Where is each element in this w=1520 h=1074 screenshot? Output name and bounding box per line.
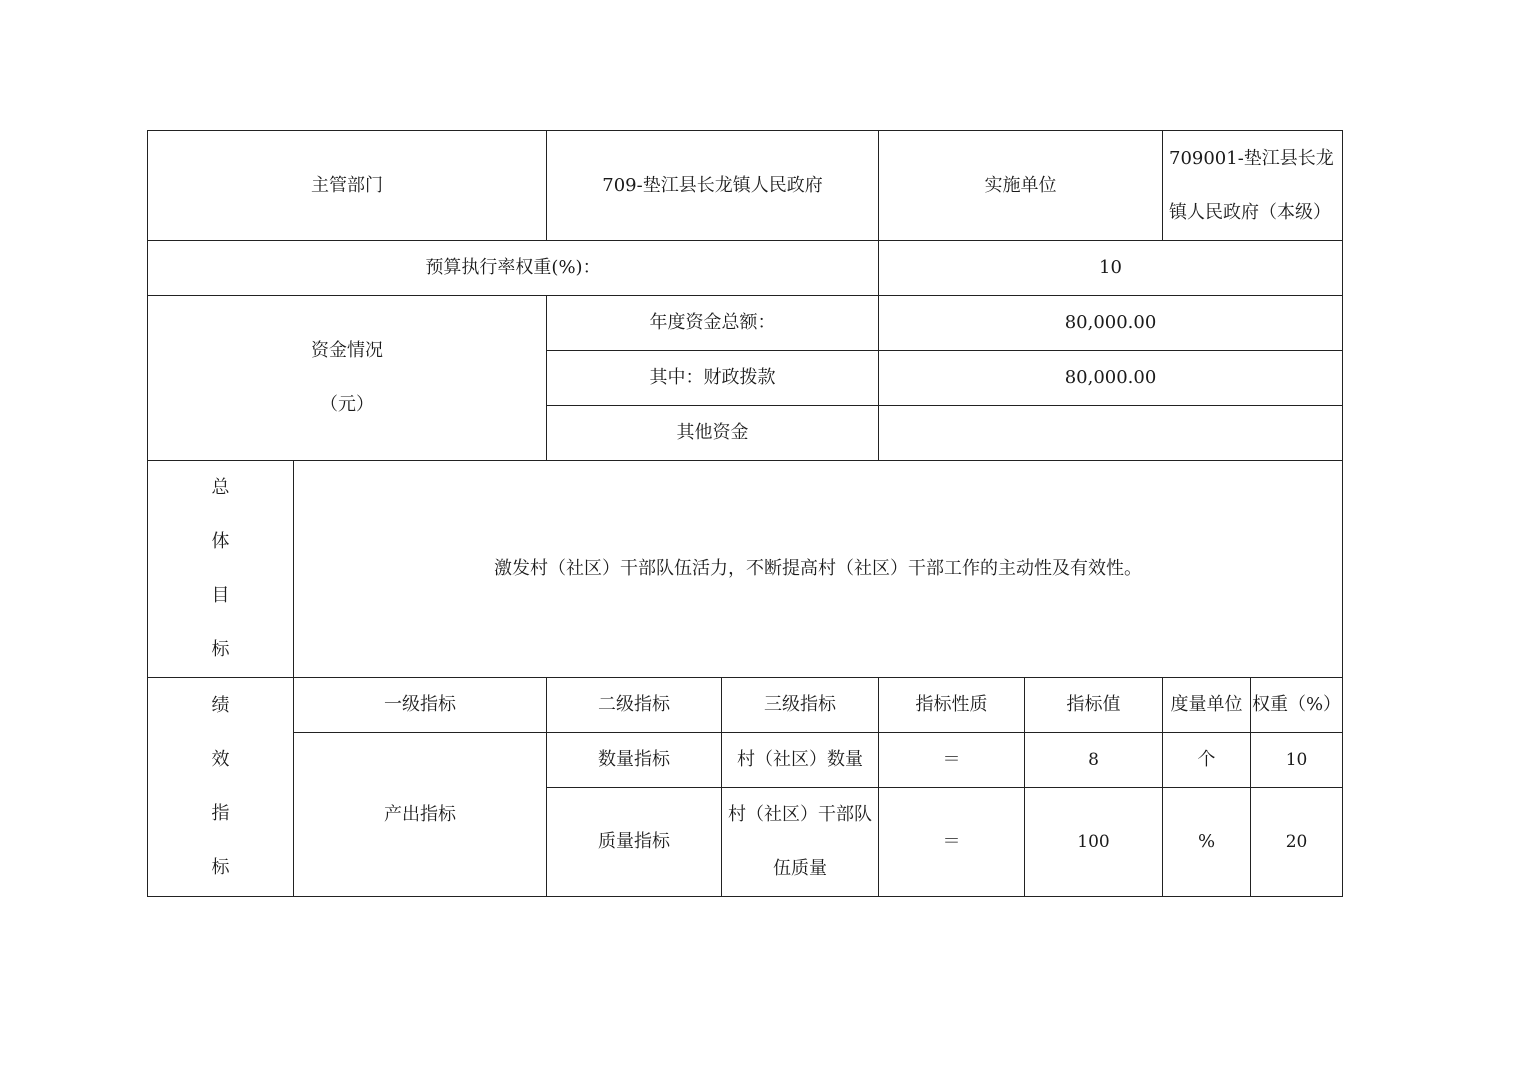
header-level3: 三级指标 [722, 678, 879, 733]
performance-label-char: 绩 [211, 695, 230, 716]
level3-cell: 村（社区）数量 [722, 733, 879, 788]
level3-line: 村（社区）干部队 [728, 804, 872, 825]
level2-cell: 数量指标 [547, 733, 722, 788]
goal-row [148, 461, 1343, 678]
header-weight: 权重（%） [1251, 678, 1343, 733]
level2-cell: 质量指标 [547, 788, 722, 897]
goal-label-char: 体 [211, 531, 230, 552]
value-cell: 8 [1025, 733, 1163, 788]
header-level2: 二级指标 [547, 678, 722, 733]
dept-label: 主管部门 [148, 131, 547, 241]
unit-value [1163, 131, 1343, 241]
performance-label-char: 指 [211, 803, 230, 824]
unit-cell: % [1163, 788, 1251, 897]
funds-other-label: 其他资金 [547, 406, 879, 461]
goal-label [148, 461, 294, 678]
funds-total-row [148, 296, 1343, 351]
weight-cell: 20 [1251, 788, 1343, 897]
level1-output: 产出指标 [294, 733, 547, 897]
value-cell: 100 [1025, 788, 1163, 897]
indicator-header-row [148, 678, 1343, 733]
funds-other-value [879, 406, 1343, 461]
goal-text: 激发村（社区）干部队伍活力，不断提高村（社区）干部工作的主动性及有效性。 [294, 461, 1343, 678]
nature-cell: ＝ [879, 788, 1025, 897]
unit-value-line2: 镇人民政府（本级） [1169, 201, 1331, 223]
header-unit: 度量单位 [1163, 678, 1251, 733]
funds-label-line2: （元） [320, 394, 374, 415]
budget-rate-value: 10 [879, 241, 1343, 296]
header-row [148, 131, 1343, 241]
goal-label-char: 目 [211, 585, 230, 606]
performance-label-char: 标 [211, 857, 230, 878]
budget-rate-label: 预算执行率权重(%)： [148, 241, 879, 296]
funds-fiscal-label: 其中：财政拨款 [547, 351, 879, 406]
dept-value: 709-垫江县长龙镇人民政府 [547, 131, 879, 241]
funds-fiscal-value: 80,000.00 [879, 351, 1343, 406]
unit-value-line1: 709001-垫江县长龙 [1169, 147, 1334, 169]
funds-total-value: 80,000.00 [879, 296, 1343, 351]
funds-label [148, 296, 547, 461]
goal-label-char: 总 [211, 477, 230, 498]
performance-label [148, 678, 294, 897]
performance-goal-table [147, 130, 1343, 897]
unit-label: 实施单位 [879, 131, 1163, 241]
header-nature: 指标性质 [879, 678, 1025, 733]
funds-total-label: 年度资金总额： [547, 296, 879, 351]
header-level1: 一级指标 [294, 678, 547, 733]
nature-cell: ＝ [879, 733, 1025, 788]
level3-cell [722, 788, 879, 897]
budget-rate-row [148, 241, 1343, 296]
indicator-row [148, 733, 1343, 788]
performance-label-char: 效 [211, 749, 230, 770]
goal-label-char: 标 [211, 639, 230, 660]
funds-label-line1: 资金情况 [311, 340, 383, 361]
header-value: 指标值 [1025, 678, 1163, 733]
level3-line: 伍质量 [773, 858, 827, 879]
weight-cell: 10 [1251, 733, 1343, 788]
unit-cell: 个 [1163, 733, 1251, 788]
